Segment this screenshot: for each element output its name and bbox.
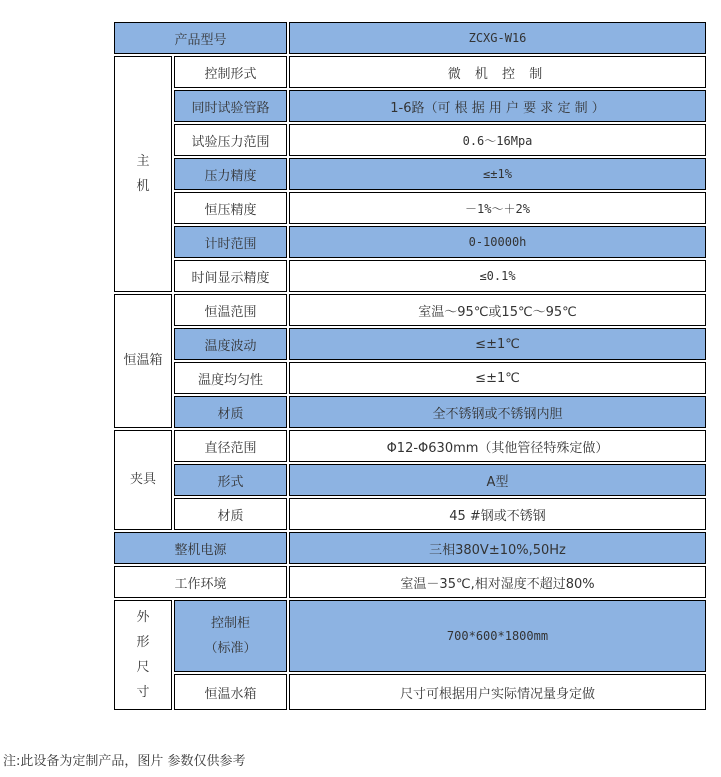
row-label: 直径范围: [174, 430, 287, 462]
row-label: 温度均匀性: [174, 362, 287, 394]
row-label: 控制形式: [174, 56, 287, 88]
row-label: 时间显示精度: [174, 260, 287, 292]
group-char: 机: [136, 179, 150, 194]
row-label-line: （标准）: [204, 641, 257, 656]
group-char: 外: [136, 610, 150, 625]
row-value: 0-10000h: [289, 226, 706, 258]
environment-label: 工作环境: [114, 566, 287, 598]
table-row: [114, 158, 706, 190]
row-label: 恒温范围: [174, 294, 287, 326]
row-value: A型: [289, 464, 706, 496]
row-value: 全不锈钢或不锈钢内胆: [289, 396, 706, 428]
table-row: [114, 566, 706, 598]
row-value: 微 机 控 制: [289, 56, 706, 88]
row-value: 尺寸可根据用户实际情况量身定做: [289, 674, 706, 710]
environment-value: 室温－35℃,相对湿度不超过80%: [289, 566, 706, 598]
group-thermostat-label: 恒温箱: [114, 294, 172, 428]
row-label: 材质: [174, 396, 287, 428]
row-label: 试验压力范围: [174, 124, 287, 156]
table-row: [114, 464, 706, 496]
row-label: 温度波动: [174, 328, 287, 360]
row-value: 0.6～16Mpa: [289, 124, 706, 156]
row-label: 同时试验管路: [174, 90, 287, 122]
disclaimer-note: 注:此设备为定制产品，图片 参数仅供参考: [3, 754, 246, 769]
table-row: [114, 600, 706, 672]
table-row: [114, 260, 706, 292]
row-label-line: 控制柜: [211, 616, 251, 631]
row-label: 材质: [174, 498, 287, 530]
row-value: ≤±1℃: [289, 328, 706, 360]
table-row: [114, 226, 706, 258]
table-row: [114, 56, 706, 88]
table-row: [114, 90, 706, 122]
row-label: 恒温水箱: [174, 674, 287, 710]
table-row: [114, 674, 706, 710]
row-value: ≤±1%: [289, 158, 706, 190]
power-value: 三相380V±10%,50Hz: [289, 532, 706, 564]
table-row: [114, 430, 706, 462]
row-value: 1-6路（可 根 据 用 户 要 求 定 制 ）: [289, 90, 706, 122]
row-value: Φ12-Φ630mm（其他管径特殊定做）: [289, 430, 706, 462]
row-value: ≤0.1%: [289, 260, 706, 292]
row-value: ≤±1℃: [289, 362, 706, 394]
row-value: 45 #钢或不锈钢: [289, 498, 706, 530]
row-value: －1%～＋2%: [289, 192, 706, 224]
row-label: 压力精度: [174, 158, 287, 190]
table-row: [114, 294, 706, 326]
row-label: 计时范围: [174, 226, 287, 258]
row-value: 700*600*1800mm: [289, 600, 706, 672]
table-row: [114, 396, 706, 428]
row-value: 室温～95℃或15℃～95℃: [289, 294, 706, 326]
table-row: [114, 328, 706, 360]
table-row: [114, 124, 706, 156]
power-label: 整机电源: [114, 532, 287, 564]
row-label: 形式: [174, 464, 287, 496]
group-dimensions-label: [114, 600, 172, 710]
group-char: 寸: [136, 685, 150, 700]
group-host-label: [114, 56, 172, 292]
group-fixture-label: 夹具: [114, 430, 172, 530]
header-label: 产品型号: [114, 22, 287, 54]
row-label: [174, 600, 287, 672]
spec-table: [112, 20, 708, 712]
row-label: 恒压精度: [174, 192, 287, 224]
table-row: [114, 362, 706, 394]
table-row: [114, 498, 706, 530]
table-row: [114, 22, 706, 54]
group-char: 主: [136, 154, 150, 169]
table-row: [114, 532, 706, 564]
group-char: 尺: [136, 660, 150, 675]
table-row: [114, 192, 706, 224]
group-char: 形: [136, 635, 150, 650]
header-value: ZCXG-W16: [289, 22, 706, 54]
